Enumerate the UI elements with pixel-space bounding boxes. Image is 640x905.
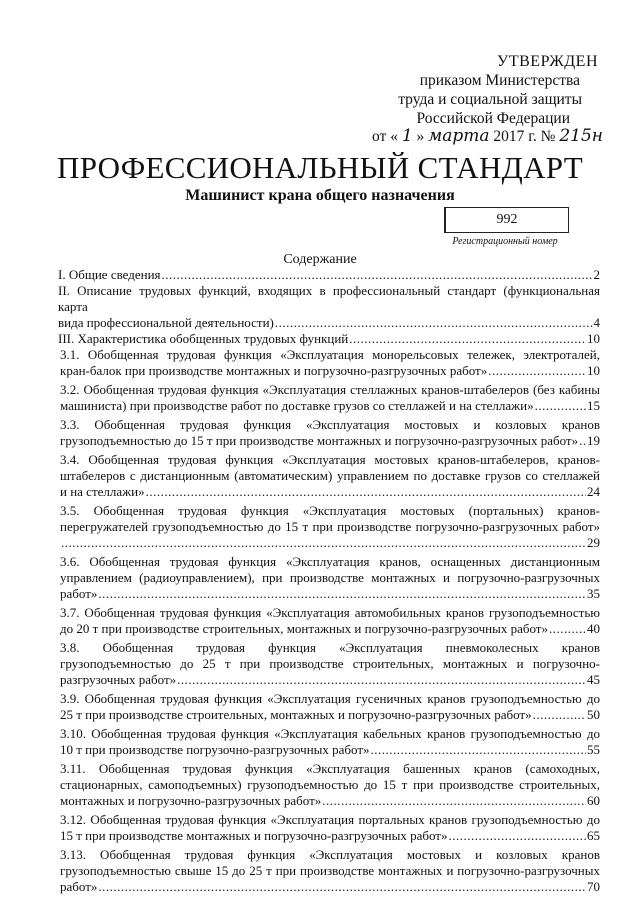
toc-entry[interactable] <box>60 347 600 379</box>
approval-block <box>360 52 620 146</box>
toc-leader-dots <box>371 742 586 758</box>
toc-page-number: 40 <box>587 621 600 636</box>
toc-entry[interactable] <box>60 726 600 758</box>
toc-leader-dots <box>349 331 586 347</box>
toc-page-number: 29 <box>587 535 600 550</box>
toc-entry-line: 3.3. Обобщенная трудовая функция «Эксплуатация мостовых и козловых кранов <box>60 417 600 432</box>
toc-leader-dots <box>162 267 593 283</box>
standard-subtitle: Машинист крана общего назначения <box>185 187 455 204</box>
toc-entry-line: грузоподъемностью до 25 т при производстве строительных, монтажных и погрузочно- <box>60 656 600 671</box>
toc-entry-last-line <box>58 267 600 283</box>
toc-entry-text: кран-балок при производстве монтажных и погрузочно-разгрузочных работ» <box>60 363 488 378</box>
toc-leader-dots <box>98 586 586 602</box>
toc-entry-last-line <box>58 331 600 347</box>
toc-page-number: 15 <box>587 398 600 413</box>
toc-entry-last-line <box>60 828 600 844</box>
toc-entry-line: стационарных, самоподъемных) грузоподъемностью до 15 т при производстве строительных, <box>60 777 600 792</box>
toc-entry-last-line <box>60 621 600 637</box>
toc-leader-dots <box>549 621 586 637</box>
toc-entry-text: 10 т при производстве погрузочно-разгрузочных работ» <box>60 742 370 757</box>
toc-entry-line: 3.10. Обобщенная трудовая функция «Эксплуатация кабельных кранов грузоподъемностью до <box>60 726 600 741</box>
toc-leader-dots <box>448 828 586 844</box>
toc-entry-text: машиниста) при производстве работ по доставке грузов со стеллажей и на стеллажи» <box>60 398 534 413</box>
toc-page-number: 60 <box>587 793 600 808</box>
toc-leader-dots <box>488 363 586 379</box>
toc-page-number: 45 <box>587 672 600 687</box>
toc-entry-text: монтажных и погрузочно-разгрузочных работ» <box>60 793 322 808</box>
toc-page-number: 10 <box>587 331 600 346</box>
toc-entry-last-line <box>60 398 600 414</box>
toc-entry-text: вида профессиональной деятельности) <box>58 315 274 330</box>
toc-page-number: 70 <box>587 879 600 894</box>
toc-leader-dots <box>98 879 586 895</box>
toc-entry[interactable] <box>60 691 600 723</box>
toc-entry-last-line <box>60 793 600 809</box>
table-of-contents <box>60 267 600 898</box>
toc-leader-dots <box>533 707 586 723</box>
toc-entry-text: работ» <box>60 879 98 894</box>
toc-entry-last-line <box>60 484 600 500</box>
toc-page-number: 2 <box>593 267 600 282</box>
toc-entry-line: управлением (радиоуправлением), при производстве монтажных и погрузочно-разгрузочных <box>60 570 600 585</box>
toc-entry-last-line <box>60 742 600 758</box>
toc-entry-line: 3.9. Обобщенная трудовая функция «Эксплуатация гусеничных кранов грузоподъемностью до <box>60 691 600 706</box>
toc-entry-line: 3.12. Обобщенная трудовая функция «Эксплуатация портальных кранов грузоподъемностью до <box>60 812 600 827</box>
toc-entry-line: 3.4. Обобщенная трудовая функция «Эксплуатация мостовых кранов-штабелеров, кранов- <box>60 452 600 467</box>
date-mid: » <box>416 128 425 145</box>
toc-entry-last-line <box>60 707 600 723</box>
toc-heading: Содержание <box>283 252 357 267</box>
toc-entry-text: и на стеллажи» <box>60 484 145 499</box>
toc-entry-last-line <box>60 363 600 379</box>
toc-page-number: 50 <box>587 707 600 722</box>
approval-line-3: Российской Федерации <box>416 110 570 127</box>
toc-entry-line: 3.7. Обобщенная трудовая функция «Эксплуатация автомобильных кранов грузоподъемностью <box>60 605 600 620</box>
date-prefix: от « <box>372 128 398 145</box>
approval-line-2: труда и социальной защиты <box>398 91 582 108</box>
toc-entry-line: штабелеров с дистанционным (автоматическим) управлением по доставке грузов со стеллажей <box>60 468 600 483</box>
toc-entry-line: перегружателей грузоподъемностью до 15 т при производстве погрузочно-разгрузочных работ» <box>60 519 600 534</box>
approval-date <box>372 127 622 146</box>
toc-entry-last-line <box>58 315 600 331</box>
toc-page-number: 35 <box>587 586 600 601</box>
toc-entry-last-line <box>60 586 600 602</box>
toc-page-number: 10 <box>587 363 600 378</box>
toc-entry-line: грузоподъемностью свыше 15 до 25 т при производстве монтажных и погрузочно-разгрузочных <box>60 863 600 878</box>
toc-entry-line: 3.1. Обобщенная трудовая функция «Эксплуатация монорельсовых тележек, электроталей, <box>60 347 600 362</box>
toc-leader-dots <box>579 433 586 449</box>
toc-entry[interactable] <box>58 267 600 283</box>
toc-page-number: 65 <box>587 828 600 843</box>
toc-entry-line: 3.6. Обобщенная трудовая функция «Эксплуатация кранов, оснащенных дистанционным <box>60 554 600 569</box>
toc-entry-text: 15 т при производстве монтажных и погрузочно-разгрузочных работ» <box>60 828 448 843</box>
toc-leader-dots <box>146 484 586 500</box>
toc-entry[interactable] <box>60 503 600 551</box>
toc-entry-last-line <box>60 672 600 688</box>
date-day: 1 <box>401 126 413 146</box>
toc-entry[interactable] <box>60 847 600 895</box>
toc-leader-dots <box>177 672 586 688</box>
toc-leader-dots <box>275 315 593 331</box>
toc-entry-line: II. Описание трудовых функций, входящих в профессиональный стандарт (функциональная карта <box>58 283 600 314</box>
toc-entry-text: грузоподъемностью до 15 т при производстве монтажных и погрузочно-разгрузочных работ» <box>60 433 579 448</box>
toc-entry-text: I. Общие сведения <box>58 267 161 282</box>
toc-entry[interactable] <box>60 382 600 414</box>
toc-entry[interactable] <box>60 554 600 602</box>
toc-entry-last-line <box>60 879 600 895</box>
date-year: 2017 г. № <box>493 128 556 145</box>
toc-page-number: 4 <box>593 315 600 330</box>
toc-entry-last-line <box>60 535 600 551</box>
toc-leader-dots <box>535 398 586 414</box>
toc-entry[interactable] <box>60 605 600 637</box>
registration-number-label: Регистрационный номер <box>452 236 558 247</box>
date-month: марта <box>428 126 490 146</box>
toc-page-number: 24 <box>587 484 600 499</box>
toc-page-number: 55 <box>587 742 600 757</box>
toc-entry-text: работ» <box>60 586 98 601</box>
approval-title: УТВЕРЖДЕН <box>497 53 598 70</box>
toc-entry-line: 3.13. Обобщенная трудовая функция «Эксплуатация мостовых и козловых кранов <box>60 847 600 862</box>
toc-entry-text: разгрузочных работ» <box>60 672 177 687</box>
toc-entry-text: III. Характеристика обобщенных трудовых функций <box>58 331 349 346</box>
order-number: 215н <box>559 126 603 146</box>
toc-entry[interactable] <box>60 452 600 500</box>
toc-entry-last-line <box>60 433 600 449</box>
toc-leader-dots <box>322 793 586 809</box>
toc-entry-line: 3.5. Обобщенная трудовая функция «Эксплуатация мостовых (портальных) кранов- <box>60 503 600 518</box>
toc-entry-line: 3.11. Обобщенная трудовая функция «Эксплуатация башенных кранов (самоходных, <box>60 761 600 776</box>
toc-entry-line: 3.2. Обобщенная трудовая функция «Эксплуатация стеллажных кранов-штабелеров (без кабины <box>60 382 600 397</box>
approval-line-1: приказом Министерства <box>419 72 580 89</box>
toc-entry[interactable] <box>58 283 600 331</box>
toc-entry[interactable] <box>58 331 600 347</box>
toc-entry-text: до 20 т при производстве строительных, монтажных и погрузочно-разгрузочных работ» <box>60 621 548 636</box>
toc-entry[interactable] <box>60 417 600 449</box>
toc-entry[interactable] <box>60 761 600 809</box>
toc-entry-line: 3.8. Обобщенная трудовая функция «Эксплуатация пневмоколесных кранов <box>60 640 600 655</box>
toc-page-number: 19 <box>587 433 600 448</box>
registration-number-box: 992 <box>444 207 569 233</box>
toc-entry-text: 25 т при производстве строительных, монтажных и погрузочно-разгрузочных работ» <box>60 707 532 722</box>
toc-leader-dots <box>61 535 586 551</box>
toc-entry[interactable] <box>60 812 600 844</box>
standard-title: ПРОФЕССИОНАЛЬНЫЙ СТАНДАРТ <box>57 150 583 185</box>
toc-entry[interactable] <box>60 640 600 688</box>
